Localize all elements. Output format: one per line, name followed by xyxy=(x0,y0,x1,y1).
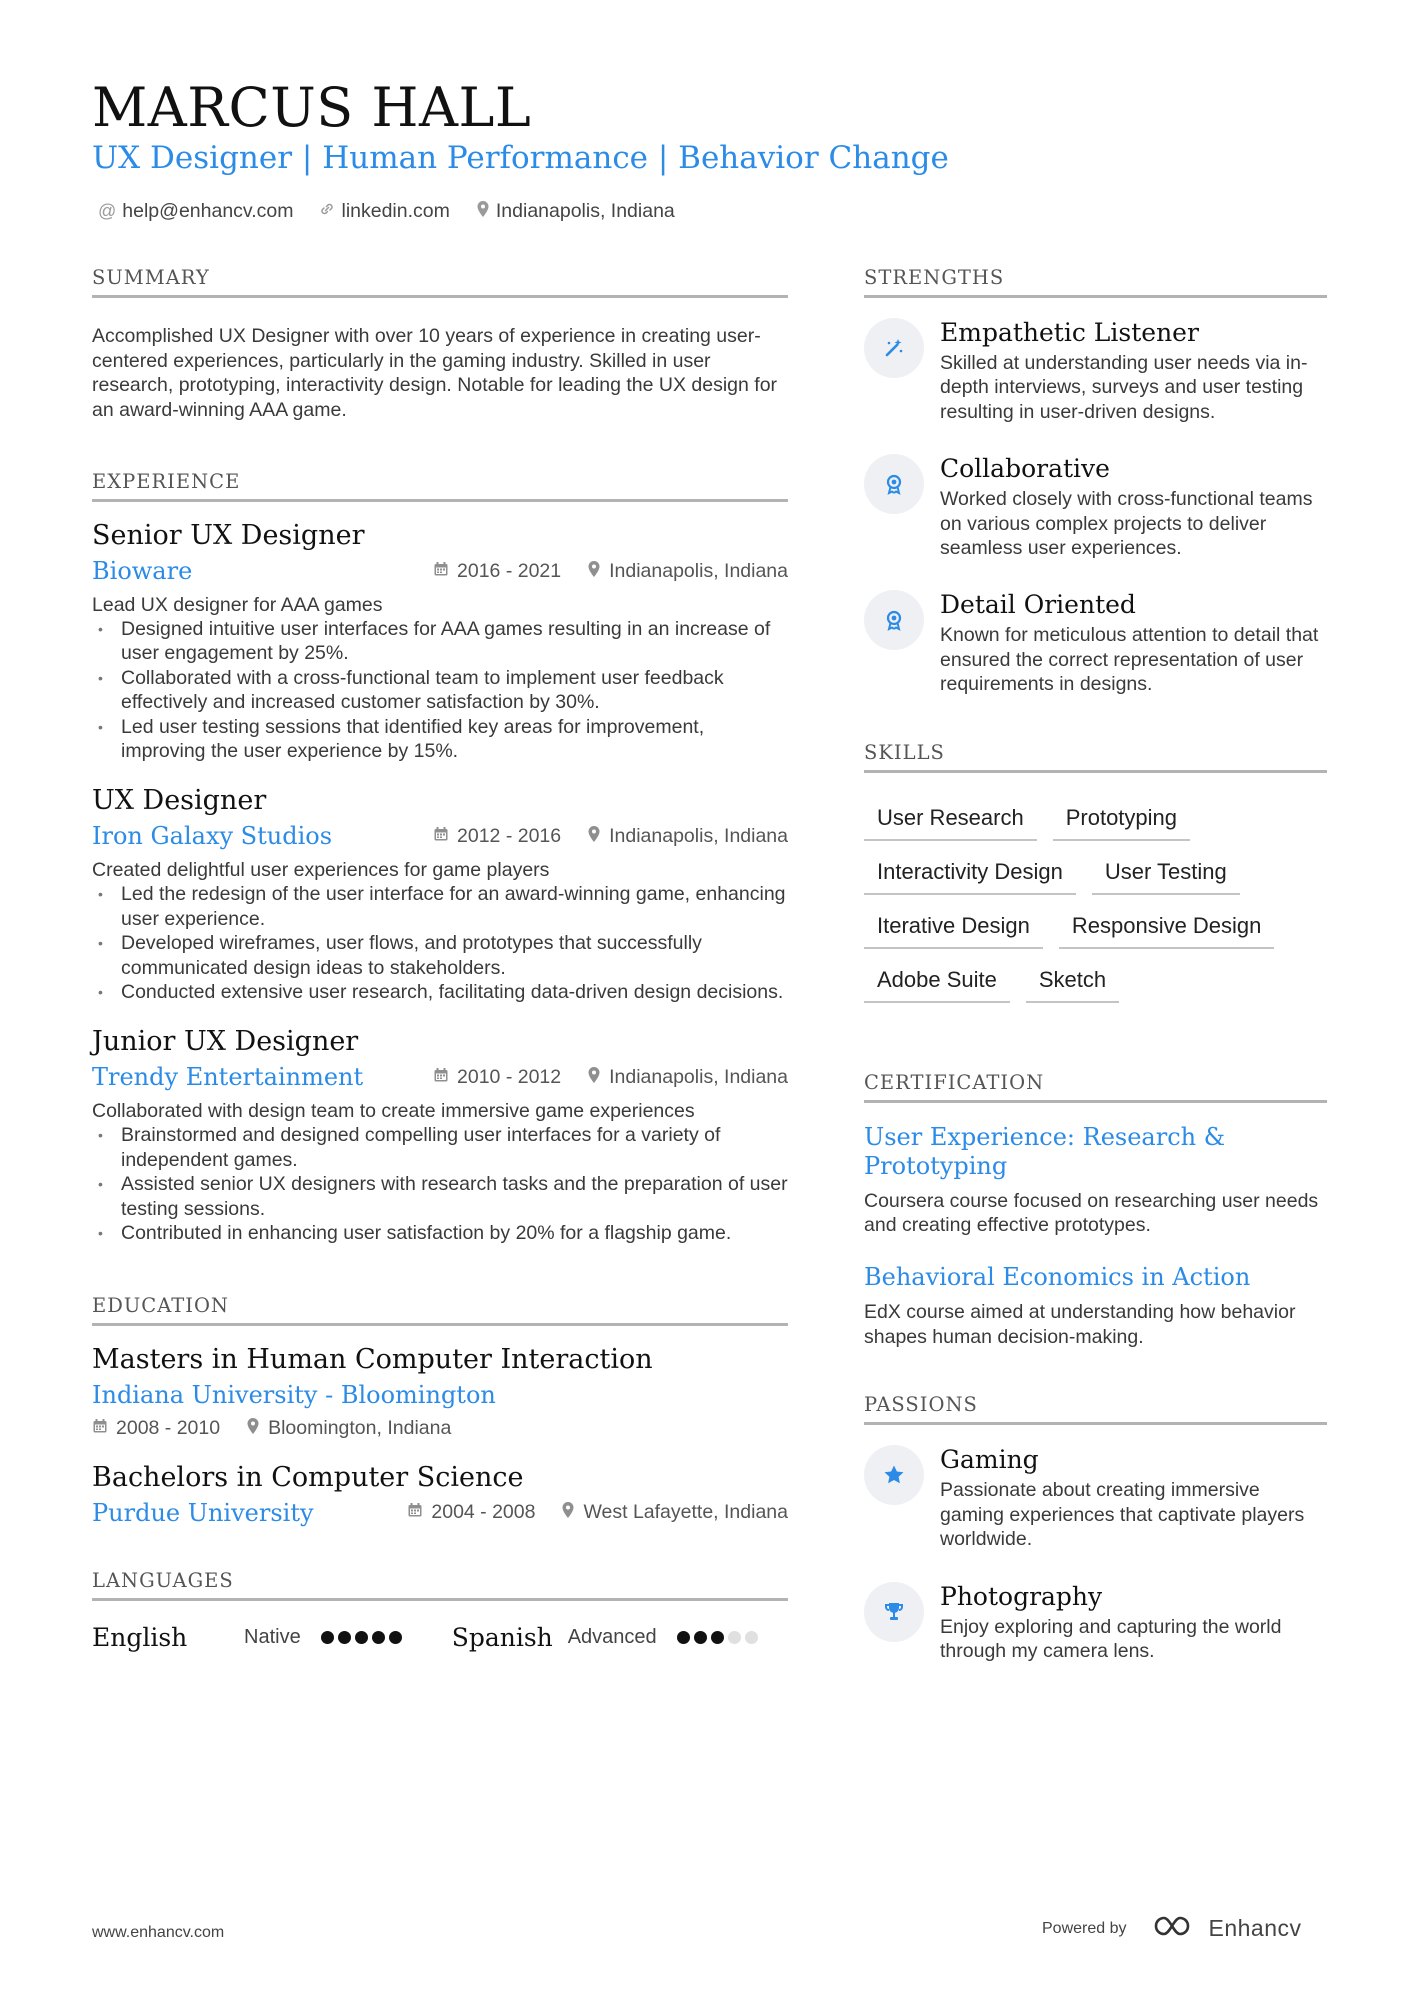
language-item xyxy=(452,1623,758,1652)
job-bullet: • Contributed in enhancing user satisfaction by 20% for a flagship game. xyxy=(92,1221,788,1245)
footer-branding xyxy=(1042,1914,1302,1943)
language-rating xyxy=(677,1631,758,1644)
calendar-icon xyxy=(433,561,449,582)
rating-dot xyxy=(389,1631,402,1644)
location-pin-icon xyxy=(561,1501,575,1524)
trophy-icon xyxy=(864,1582,924,1642)
summary-heading: SUMMARY xyxy=(92,266,788,298)
job-meta xyxy=(433,560,788,583)
skill-tag: Adobe Suite xyxy=(864,961,1010,1003)
strength-item-title: Empathetic Listener xyxy=(940,318,1199,347)
experience-list xyxy=(92,520,788,1246)
school-name: Indiana University - Bloomington xyxy=(92,1380,496,1409)
location-pin-icon xyxy=(587,825,601,848)
school-name: Purdue University xyxy=(92,1498,314,1527)
strength-item-description: Known for meticulous attention to detail that ensured the correct representation of user requirements in designs. xyxy=(940,624,1319,696)
award-icon xyxy=(864,454,924,514)
education-dates xyxy=(407,1501,535,1524)
experience-item xyxy=(92,1026,788,1245)
education-list xyxy=(92,1344,788,1527)
strength-item-title: Detail Oriented xyxy=(940,590,1136,620)
job-title: Junior UX Designer xyxy=(92,1026,359,1058)
skill-tag: User Testing xyxy=(1092,853,1240,895)
education-dates xyxy=(92,1417,220,1440)
certification-title[interactable]: User Experience: Research & Prototyping xyxy=(864,1122,1226,1180)
enhancv-logo-icon xyxy=(1153,1914,1199,1943)
calendar-icon xyxy=(92,1418,108,1439)
footer-website[interactable]: www.enhancv.com xyxy=(92,1924,225,1941)
skill-tag: Iterative Design xyxy=(864,907,1043,949)
strength-item-body xyxy=(940,590,1327,696)
education-location-text: West Lafayette, Indiana xyxy=(583,1501,788,1523)
rating-dot xyxy=(321,1631,334,1644)
job-meta xyxy=(433,1066,788,1089)
job-location-text: Indianapolis, Indiana xyxy=(609,824,788,847)
education-item xyxy=(92,1344,788,1440)
company-name: Trendy Entertainment xyxy=(92,1063,364,1092)
strengths-heading: STRENGTHS xyxy=(864,266,1327,298)
certification-heading: CERTIFICATION xyxy=(864,1071,1327,1103)
company-name: Iron Galaxy Studios xyxy=(92,822,333,851)
enhancv-logo[interactable] xyxy=(1153,1914,1302,1943)
language-rating xyxy=(321,1631,402,1644)
link-icon xyxy=(319,201,335,222)
passion-item xyxy=(864,1582,1327,1664)
certification-title[interactable]: Behavioral Economics in Action xyxy=(864,1263,1251,1292)
job-title: UX Designer xyxy=(92,785,267,817)
languages-list xyxy=(92,1623,788,1652)
passions-heading: PASSIONS xyxy=(864,1393,1327,1425)
certification-description: Coursera course focused on researching user needs and creating effective prototypes. xyxy=(864,1189,1319,1237)
passion-item xyxy=(864,1445,1327,1551)
contact-email[interactable] xyxy=(98,200,293,223)
right-column xyxy=(864,266,1327,1663)
degree-title: Bachelors in Computer Science xyxy=(92,1461,524,1493)
certification-item xyxy=(864,1123,1327,1238)
strengths-list xyxy=(864,318,1327,697)
location-pin-icon xyxy=(476,200,490,223)
contact-location xyxy=(476,200,675,223)
job-dates xyxy=(433,560,561,583)
language-level: Advanced xyxy=(567,1625,657,1648)
strength-item xyxy=(864,454,1327,560)
summary-text: Accomplished UX Designer with over 10 years of experience in creating user-centered experiences, particularly in the gaming industry. Skilled in user research, prototyping, interactivity design. Notable for leading the UX design for an award-winning AAA game. xyxy=(92,325,778,421)
skill-tag: User Research xyxy=(864,799,1037,841)
skills-list xyxy=(864,799,1327,1003)
job-location-text: Indianapolis, Indiana xyxy=(609,559,788,582)
contact-linkedin[interactable] xyxy=(319,200,449,223)
job-bullet: • Collaborated with a cross-functional team to implement user feedback effectively and increased customer satisfaction by 30%. xyxy=(92,666,788,715)
language-level: Native xyxy=(244,1625,301,1648)
passions-list xyxy=(864,1445,1327,1663)
calendar-icon xyxy=(407,1502,423,1523)
rating-dot xyxy=(677,1631,690,1644)
contact-bar xyxy=(98,200,675,223)
education-dates-text: 2008 - 2010 xyxy=(116,1416,221,1439)
job-meta-row xyxy=(92,1063,788,1091)
left-column xyxy=(92,266,788,1652)
job-dates-text: 2012 - 2016 xyxy=(457,824,562,847)
resume-headline: UX Designer | Human Performance | Behavior Change xyxy=(92,140,949,176)
skill-tag: Interactivity Design xyxy=(864,853,1076,895)
location-pin-icon xyxy=(587,1066,601,1089)
skill-tag: Sketch xyxy=(1026,961,1119,1003)
job-bullet: • Developed wireframes, user flows, and prototypes that successfully communicated design ideas to stakeholders. xyxy=(92,931,788,980)
wand-icon xyxy=(864,318,924,378)
education-location xyxy=(246,1417,451,1440)
rating-dot xyxy=(728,1631,741,1644)
education-location xyxy=(561,1501,788,1524)
job-bullets xyxy=(92,617,788,763)
job-title: Senior UX Designer xyxy=(92,520,365,551)
rating-dot xyxy=(355,1631,368,1644)
strength-item-description: Worked closely with cross-functional teams on various complex projects to deliver seamless user experiences. xyxy=(940,488,1313,560)
skills-heading: SKILLS xyxy=(864,741,1327,773)
location-text: Indianapolis, Indiana xyxy=(495,200,675,222)
job-description: Collaborated with design team to create immersive game experiences xyxy=(92,1100,695,1123)
language-name: English xyxy=(92,1622,188,1652)
job-meta-row xyxy=(92,557,788,585)
certification-item xyxy=(864,1263,1327,1349)
enhancv-logo-text: Enhancv xyxy=(1208,1915,1302,1941)
education-meta xyxy=(92,1417,788,1440)
strength-item xyxy=(864,590,1327,696)
job-bullet: • Conducted extensive user research, facilitating data-driven design decisions. xyxy=(92,980,788,1004)
passion-item-body xyxy=(940,1445,1327,1551)
strength-item-title: Collaborative xyxy=(940,454,1110,484)
education-meta-row xyxy=(92,1499,788,1527)
rating-dot xyxy=(711,1631,724,1644)
award-icon xyxy=(864,590,924,650)
job-bullet: • Led user testing sessions that identified key areas for improvement, improving the user experience by 15%. xyxy=(92,715,788,764)
job-dates-text: 2010 - 2012 xyxy=(457,1065,562,1088)
company-name: Bioware xyxy=(92,557,193,585)
star-icon xyxy=(864,1445,924,1505)
skill-tag: Responsive Design xyxy=(1059,907,1275,949)
skill-tag: Prototyping xyxy=(1053,799,1190,841)
rating-dot xyxy=(338,1631,351,1644)
education-location-text: Bloomington, Indiana xyxy=(268,1416,452,1439)
email-text: help@enhancv.com xyxy=(122,200,294,222)
linkedin-text: linkedin.com xyxy=(341,200,450,222)
language-name: Spanish xyxy=(451,1622,553,1652)
passion-item-title: Gaming xyxy=(940,1445,1039,1475)
education-meta xyxy=(407,1501,788,1524)
location-pin-icon xyxy=(246,1417,260,1440)
job-location xyxy=(587,1066,788,1089)
job-description: Lead UX designer for AAA games xyxy=(92,594,383,616)
rating-dot xyxy=(694,1631,707,1644)
job-location-text: Indianapolis, Indiana xyxy=(609,1065,788,1088)
calendar-icon xyxy=(433,1067,449,1088)
certification-description: EdX course aimed at understanding how behavior shapes human decision-making. xyxy=(864,1301,1296,1348)
rating-dot xyxy=(372,1631,385,1644)
job-bullets xyxy=(92,882,788,1004)
powered-by-text: Powered by xyxy=(1042,1919,1127,1937)
resume-name: MARCUS HALL xyxy=(92,76,532,139)
job-dates xyxy=(433,825,561,848)
job-location xyxy=(587,825,788,848)
passion-item-body xyxy=(940,1582,1327,1664)
passion-item-description: Enjoy exploring and capturing the world through my camera lens. xyxy=(940,1615,1282,1662)
job-bullet: • Designed intuitive user interfaces for AAA games resulting in an increase of user engagement by 25%. xyxy=(92,617,788,666)
education-heading: EDUCATION xyxy=(92,1294,788,1326)
at-icon: @ xyxy=(98,201,117,221)
job-meta xyxy=(433,825,788,848)
job-bullets xyxy=(92,1123,788,1245)
degree-title: Masters in Human Computer Interaction xyxy=(92,1343,653,1375)
job-dates-text: 2016 - 2021 xyxy=(457,559,562,582)
passion-item-description: Passionate about creating immersive gaming experiences that captivate players worldwide. xyxy=(940,1479,1305,1551)
strength-item-body xyxy=(940,454,1327,560)
languages-heading: LANGUAGES xyxy=(92,1569,788,1601)
calendar-icon xyxy=(433,826,449,847)
job-dates xyxy=(433,1066,561,1089)
language-item xyxy=(92,1623,402,1652)
experience-item xyxy=(92,785,788,1004)
experience-heading: EXPERIENCE xyxy=(92,470,788,502)
job-location xyxy=(587,560,788,583)
job-description: Created delightful user experiences for game players xyxy=(92,859,550,882)
location-pin-icon xyxy=(587,560,601,583)
education-dates-text: 2004 - 2008 xyxy=(431,1501,536,1523)
rating-dot xyxy=(745,1631,758,1644)
strength-item xyxy=(864,318,1327,424)
experience-item xyxy=(92,520,788,763)
passion-item-title: Photography xyxy=(940,1581,1103,1611)
strength-item-description: Skilled at understanding user needs via in-depth interviews, surveys and user testing resulting in user-driven designs. xyxy=(940,352,1308,423)
certification-list xyxy=(864,1123,1327,1350)
job-bullet: • Assisted senior UX designers with research tasks and the preparation of user testing sessions. xyxy=(92,1172,788,1221)
job-bullet: • Brainstormed and designed compelling user interfaces for a variety of independent games. xyxy=(92,1123,788,1172)
education-item xyxy=(92,1462,788,1527)
job-meta-row xyxy=(92,822,788,850)
job-bullet: • Led the redesign of the user interface for an award-winning game, enhancing user experience. xyxy=(92,882,788,931)
strength-item-body xyxy=(940,318,1327,424)
